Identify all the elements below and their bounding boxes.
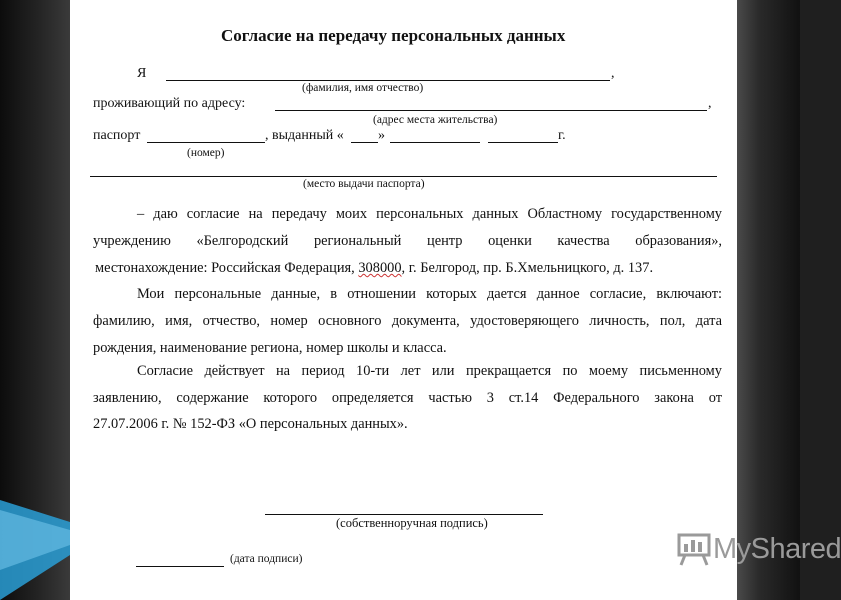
presentation-board-icon bbox=[675, 532, 713, 566]
address-caption: (адрес места жительства) bbox=[373, 114, 498, 126]
issue-place-caption: (место выдачи паспорта) bbox=[303, 178, 425, 190]
quote-close: » bbox=[378, 128, 385, 143]
paragraph-line: – даю согласие на передачу моих персональных данных Областному государственному bbox=[137, 206, 722, 222]
document-page: Согласие на передачу персональных данных Я , (фамилия, имя отчество) проживающий по адресу: , (адрес места жительства) паспорт , выданный « » г. (номер) (место выдачи паспорта) – даю согласие на передачу моих персональных данных Областному государственному учреждению «Белгородский региональный центр оценки качества образования», местонахождение: Российская Федерация, 308000, г. Белгород, пр. Б.Хмельницкого, д. 137. Мои персональные данные, в отношении которых дается данное согласие, включают: фамилию, имя, отчество, номер основного документа, удостоверяющего личность, пол, дата рождения, наименование региона, номер школы и класса. Согласие действует на период 10-ти лет или прекращается по моему письменному заявлению, содержание которого определяется частью 3 ст.14 Федерального закона от 27.07.2006 г. № 152-ФЗ «О персональных данных». (собственноручная подпись) (дата подписи) MyShared bbox=[70, 0, 737, 600]
name-field-line[interactable] bbox=[166, 80, 610, 81]
paragraph-line: учреждению «Белгородский региональный центр оценки качества образования», bbox=[93, 233, 722, 249]
passport-number-line[interactable] bbox=[147, 142, 265, 143]
myshared-watermark bbox=[675, 532, 841, 566]
date-caption: (дата подписи) bbox=[230, 553, 303, 565]
paragraph-line: местонахождение: Российская Федерация, bbox=[95, 260, 359, 276]
paragraph-line: Мои персональные данные, в отношении которых дается данное согласие, включают: bbox=[137, 286, 722, 302]
name-caption: (фамилия, имя отчество) bbox=[302, 82, 424, 94]
paragraph-line: Согласие действует на период 10-ти лет или прекращается по моему письменному bbox=[137, 363, 722, 379]
issue-place-line[interactable] bbox=[90, 176, 717, 177]
watermark-text: MyShared bbox=[713, 532, 841, 565]
document-title: Согласие на передачу персональных данных bbox=[221, 26, 566, 45]
paragraph-line: рождения, наименование региона, номер школы и класса. bbox=[93, 340, 447, 356]
issue-year-line[interactable] bbox=[488, 142, 558, 143]
signature-line[interactable] bbox=[265, 514, 543, 515]
address-label: проживающий по адресу: bbox=[93, 96, 246, 111]
year-suffix: г. bbox=[558, 128, 566, 143]
paragraph-line: 27.07.2006 г. № 152-ФЗ «О персональных данных». bbox=[93, 416, 408, 432]
address-field-line[interactable] bbox=[275, 110, 707, 111]
slide-right-frame bbox=[737, 0, 800, 600]
postal-code: 308000 bbox=[358, 260, 402, 276]
paragraph-line: фамилию, имя, отчество, номер основного документа, удостоверяющего личность, пол, дата bbox=[93, 313, 722, 329]
issue-month-line[interactable] bbox=[390, 142, 480, 143]
date-line[interactable] bbox=[136, 566, 224, 567]
paragraph-line: заявлению, содержание которого определяется частью 3 ст.14 Федерального закона от bbox=[93, 390, 722, 406]
paragraph-line: , г. Белгород, пр. Б.Хмельницкого, д. 137. bbox=[401, 260, 654, 276]
signature-caption: (собственноручная подпись) bbox=[336, 516, 488, 530]
issued-label: , выданный « bbox=[265, 128, 344, 143]
passport-label: паспорт bbox=[93, 128, 141, 143]
number-caption: (номер) bbox=[187, 147, 225, 159]
i-label: Я bbox=[137, 66, 147, 81]
issue-day-line[interactable] bbox=[351, 142, 378, 143]
corner-accent-shape bbox=[0, 500, 70, 600]
